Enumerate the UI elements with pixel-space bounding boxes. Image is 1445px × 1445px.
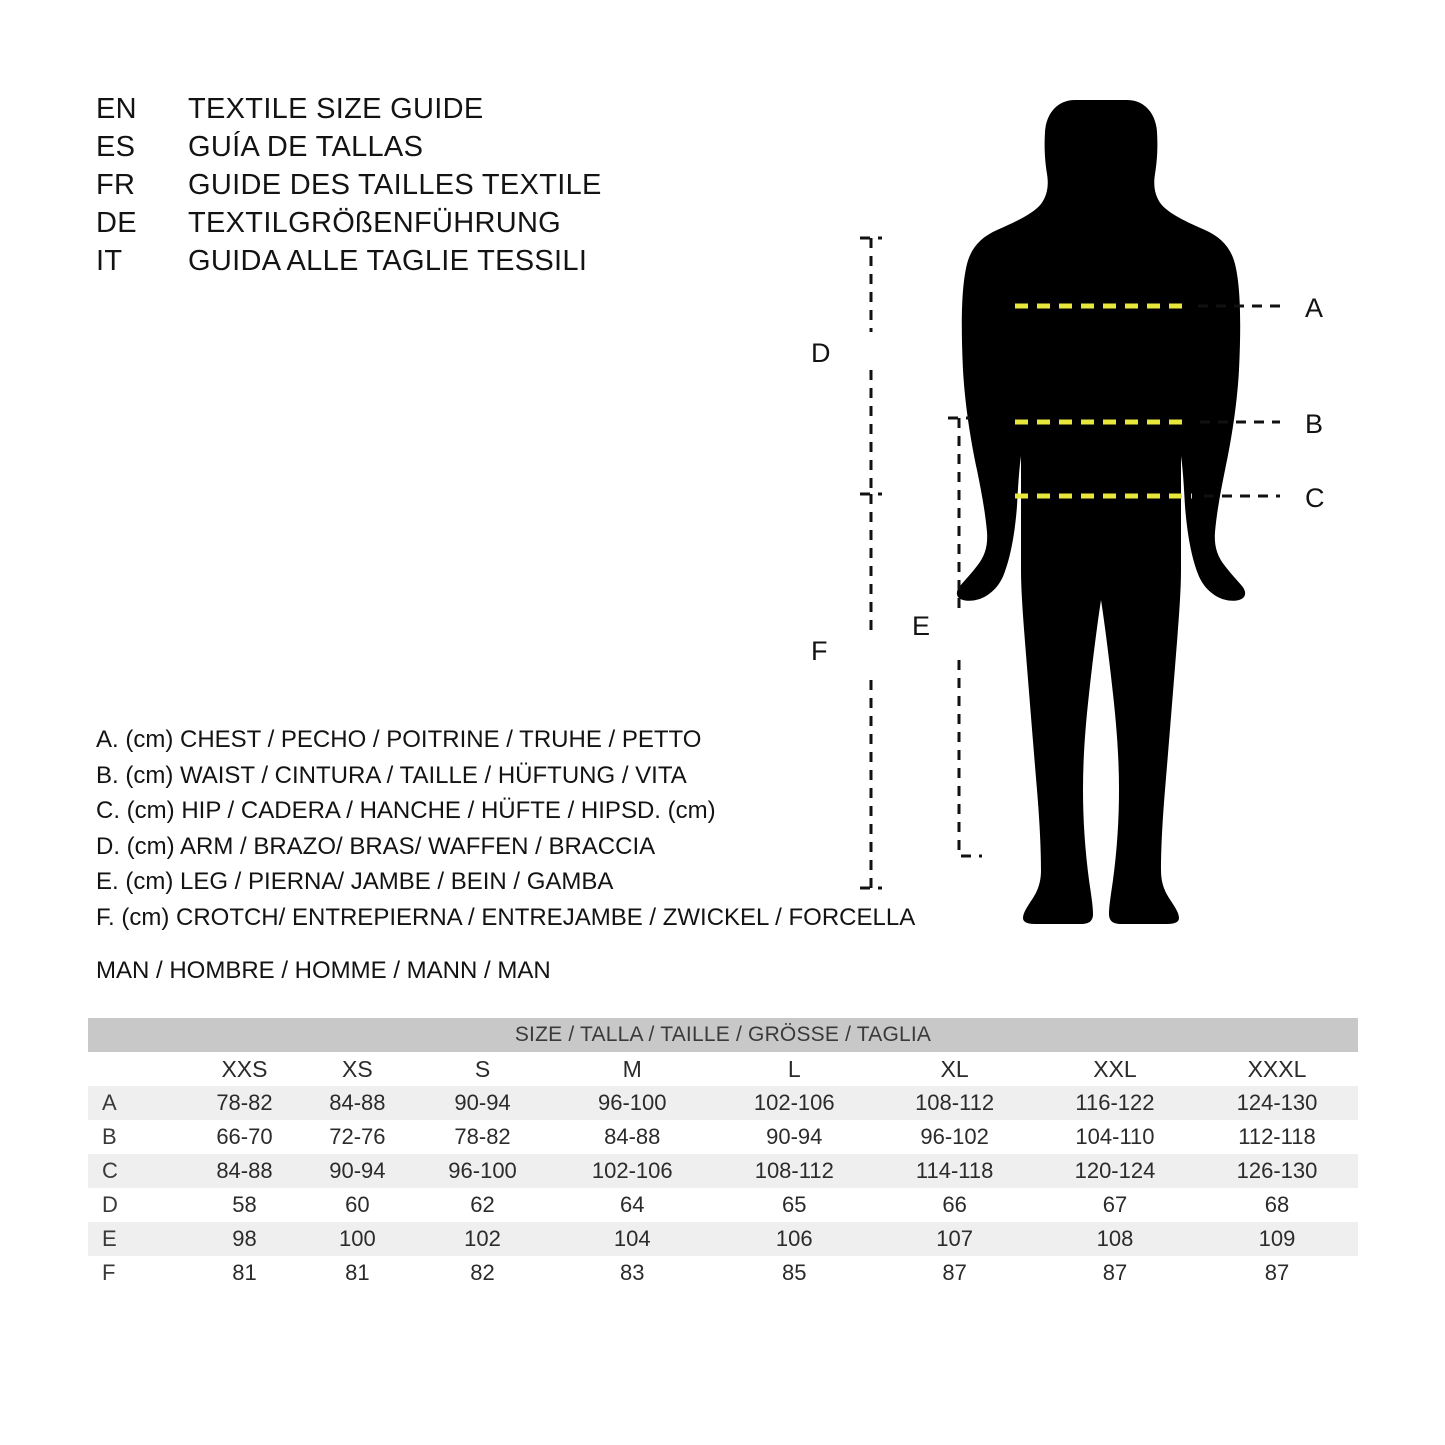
cell: 64 (551, 1188, 713, 1222)
header-size-xl: XL (875, 1052, 1034, 1086)
legend-item-c: C. (cm) HIP / CADERA / HANCHE / HÜFTE / HIPSD. (cm) (96, 797, 716, 824)
header-size-l: L (713, 1052, 875, 1086)
cell: 66-70 (188, 1120, 301, 1154)
title-lang-de: DE (96, 207, 137, 239)
label-d: D (811, 338, 831, 368)
table-row (88, 1256, 1358, 1290)
title-lang-fr: FR (96, 169, 136, 201)
cell: 84-88 (301, 1086, 414, 1120)
title-block (96, 90, 716, 280)
row-key-a: A (88, 1086, 188, 1120)
legend-item-d: D. (cm) ARM / BRAZO/ BRAS/ WAFFEN / BRACCIA (96, 832, 656, 860)
cell: 114-118 (875, 1154, 1034, 1188)
cell: 78-82 (414, 1120, 551, 1154)
cell: 96-100 (551, 1086, 713, 1120)
label-a: A (1305, 293, 1324, 323)
table-row (88, 1222, 1358, 1256)
label-f: F (811, 636, 828, 666)
cell: 109 (1196, 1222, 1358, 1256)
table-row (88, 1086, 1358, 1120)
row-key-d: D (88, 1188, 188, 1222)
dimension-e-bottom (959, 660, 982, 856)
cell: 81 (188, 1256, 301, 1290)
cell: 81 (301, 1256, 414, 1290)
title-text-de: TEXTILGRÖßENFÜHRUNG (188, 207, 562, 239)
title-row (96, 90, 716, 128)
cell: 83 (551, 1256, 713, 1290)
cell: 126-130 (1196, 1154, 1358, 1188)
cell: 90-94 (713, 1120, 875, 1154)
cell: 102-106 (713, 1086, 875, 1120)
row-key-e: E (88, 1222, 188, 1256)
cell: 124-130 (1196, 1086, 1358, 1120)
title-lang-es: ES (96, 131, 136, 163)
cell: 96-102 (875, 1120, 1034, 1154)
cell: 87 (875, 1256, 1034, 1290)
cell: 84-88 (551, 1120, 713, 1154)
cell: 62 (414, 1188, 551, 1222)
row-key-b: B (88, 1120, 188, 1154)
cell: 60 (301, 1188, 414, 1222)
header-size-s: S (414, 1052, 551, 1086)
header-size-xs: XS (301, 1052, 414, 1086)
cell: 82 (414, 1256, 551, 1290)
dimension-d-top (860, 238, 882, 332)
title-lang-en: EN (96, 93, 137, 125)
table-band-row (88, 1018, 1358, 1052)
cell: 102-106 (551, 1154, 713, 1188)
cell: 68 (1196, 1188, 1358, 1222)
header-size-xxs: XXS (188, 1052, 301, 1086)
header-corner (88, 1052, 188, 1086)
label-e: E (912, 611, 931, 641)
cell: 112-118 (1196, 1120, 1358, 1154)
legend-item-f: F. (cm) CROTCH/ ENTREPIERNA / ENTREJAMBE / ZWICKEL / FORCELLA (96, 903, 916, 931)
cell: 78-82 (188, 1086, 301, 1120)
title-text-fr: GUIDE DES TAILLES TEXTILE (188, 169, 602, 201)
legend-item-a: A. (cm) CHEST / PECHO / POITRINE / TRUHE / PETTO (96, 726, 702, 753)
row-key-c: C (88, 1154, 188, 1188)
label-c: C (1305, 483, 1325, 513)
row-key-f: F (88, 1256, 188, 1290)
title-row (96, 242, 716, 280)
title-row (96, 128, 716, 166)
cell: 90-94 (414, 1086, 551, 1120)
header-size-xxl: XXL (1034, 1052, 1196, 1086)
size-diagram (800, 70, 1400, 960)
table-header-row (88, 1052, 1358, 1086)
cell: 100 (301, 1222, 414, 1256)
cell: 58 (188, 1188, 301, 1222)
size-table (88, 1018, 1358, 1290)
table-row (88, 1188, 1358, 1222)
cell: 66 (875, 1188, 1034, 1222)
cell: 98 (188, 1222, 301, 1256)
cell: 90-94 (301, 1154, 414, 1188)
table-row (88, 1154, 1358, 1188)
cell: 108 (1034, 1222, 1196, 1256)
cell: 84-88 (188, 1154, 301, 1188)
dimension-f-down (860, 680, 882, 888)
legend-item-e: E. (cm) LEG / PIERNA/ JAMBE / BEIN / GAMBA (96, 868, 614, 895)
table-band-label: SIZE / TALLA / TAILLE / GRÖSSE / TAGLIA (88, 1018, 1358, 1052)
title-row (96, 204, 716, 242)
cell: 116-122 (1034, 1086, 1196, 1120)
man-silhouette (957, 100, 1245, 924)
cell: 65 (713, 1188, 875, 1222)
cell: 72-76 (301, 1120, 414, 1154)
table-row (88, 1120, 1358, 1154)
cell: 104-110 (1034, 1120, 1196, 1154)
cell: 104 (551, 1222, 713, 1256)
cell: 120-124 (1034, 1154, 1196, 1188)
title-row (96, 166, 716, 204)
cell: 102 (414, 1222, 551, 1256)
gender-label: MAN / HOMBRE / HOMME / MANN / MAN (96, 957, 551, 984)
label-b: B (1305, 409, 1324, 439)
dimension-d-bottom (860, 370, 882, 494)
cell: 107 (875, 1222, 1034, 1256)
header-size-xxxl: XXXL (1196, 1052, 1358, 1086)
title-text-it: GUIDA ALLE TAGLIE TESSILI (188, 245, 588, 277)
size-table-wrapper (88, 1018, 1358, 1290)
measurement-legend (96, 722, 916, 935)
cell: 108-112 (713, 1154, 875, 1188)
header-size-m: M (551, 1052, 713, 1086)
legend-item-b: B. (cm) WAIST / CINTURA / TAILLE / HÜFTUNG / VITA (96, 761, 687, 789)
title-text-en: TEXTILE SIZE GUIDE (188, 93, 484, 125)
cell: 96-100 (414, 1154, 551, 1188)
title-lang-it: IT (96, 245, 123, 277)
title-text-es: GUÍA DE TALLAS (188, 131, 424, 163)
cell: 67 (1034, 1188, 1196, 1222)
cell: 87 (1196, 1256, 1358, 1290)
cell: 85 (713, 1256, 875, 1290)
cell: 108-112 (875, 1086, 1034, 1120)
cell: 87 (1034, 1256, 1196, 1290)
cell: 106 (713, 1222, 875, 1256)
